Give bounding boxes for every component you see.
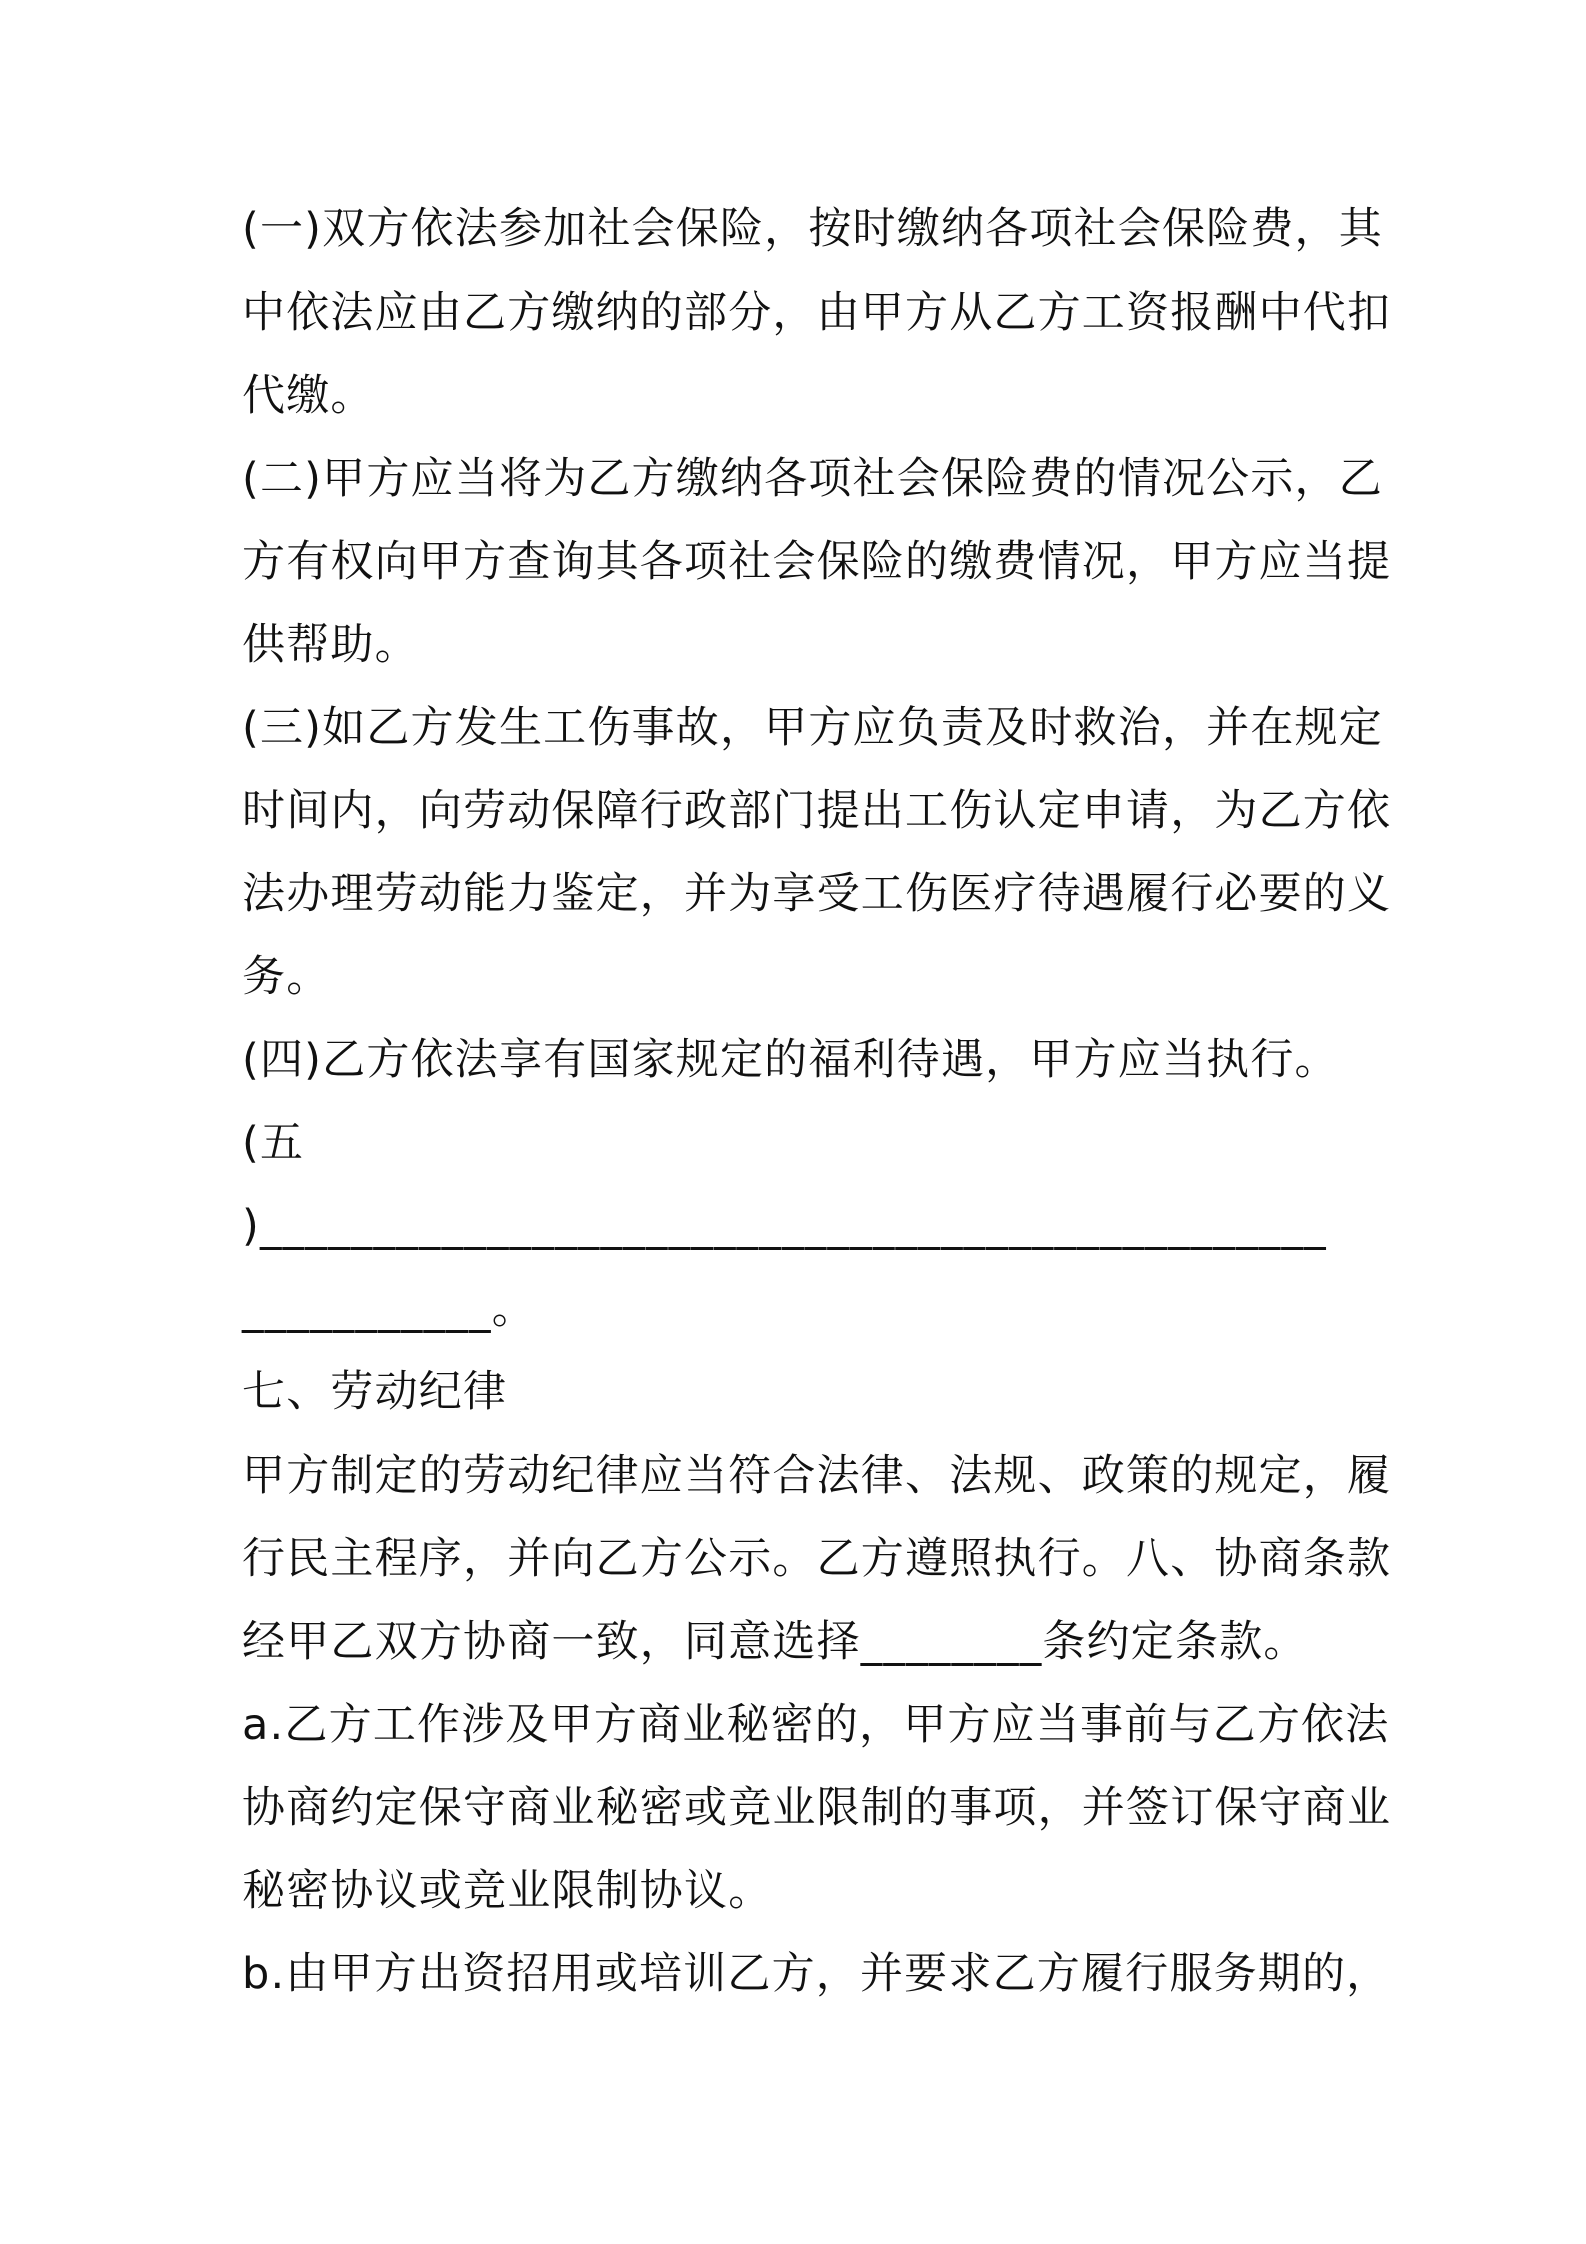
text-line: 法办理劳动能力鉴定，并为享受工伤医疗待遇履行必要的义 (242, 869, 1392, 919)
text-line: 代缴。 (242, 371, 375, 421)
text-line: 务。 (242, 952, 331, 1002)
text-line: b.由甲方出资招用或培训乙方，并要求乙方履行服务期的， (242, 1949, 1391, 1999)
text-line: (五 (242, 1118, 305, 1168)
text-line: (四)乙方依法享有国家规定的福利待遇，甲方应当执行。 (242, 1035, 1339, 1085)
text-line: (一)双方依法参加社会保险，按时缴纳各项社会保险费，其 (242, 204, 1383, 254)
text-line: 中依法应由乙方缴纳的部分，由甲方从乙方工资报酬中代扣 (242, 288, 1392, 338)
text-line: ___________。 (242, 1284, 536, 1334)
text-line: a.乙方工作涉及甲方商业秘密的，甲方应当事前与乙方依法 (242, 1700, 1390, 1750)
text-line: 秘密协议或竞业限制协议。 (242, 1866, 773, 1916)
text-line: (三)如乙方发生工伤事故，甲方应负责及时救治，并在规定 (242, 703, 1383, 753)
text-line: 供帮助。 (242, 620, 419, 670)
text-line: 行民主程序，并向乙方公示。乙方遵照执行。八、协商条款 (242, 1534, 1392, 1584)
text-line: 甲方制定的劳动纪律应当符合法律、法规、政策的规定，履 (242, 1451, 1392, 1501)
text-line: 协商约定保守商业秘密或竞业限制的事项，并签订保守商业 (242, 1783, 1392, 1833)
text-line: 经甲乙双方协商一致，同意选择________条约定条款。 (242, 1617, 1308, 1667)
text-line: (二)甲方应当将为乙方缴纳各项社会保险费的情况公示，乙 (242, 454, 1383, 504)
text-line: 时间内，向劳动保障行政部门提出工伤认定申请，为乙方依 (242, 786, 1392, 836)
section-heading: 七、劳动纪律 (242, 1367, 508, 1417)
text-line: )_______________________________________________ (242, 1201, 1327, 1251)
text-line: 方有权向甲方查询其各项社会保险的缴费情况，甲方应当提 (242, 537, 1392, 587)
